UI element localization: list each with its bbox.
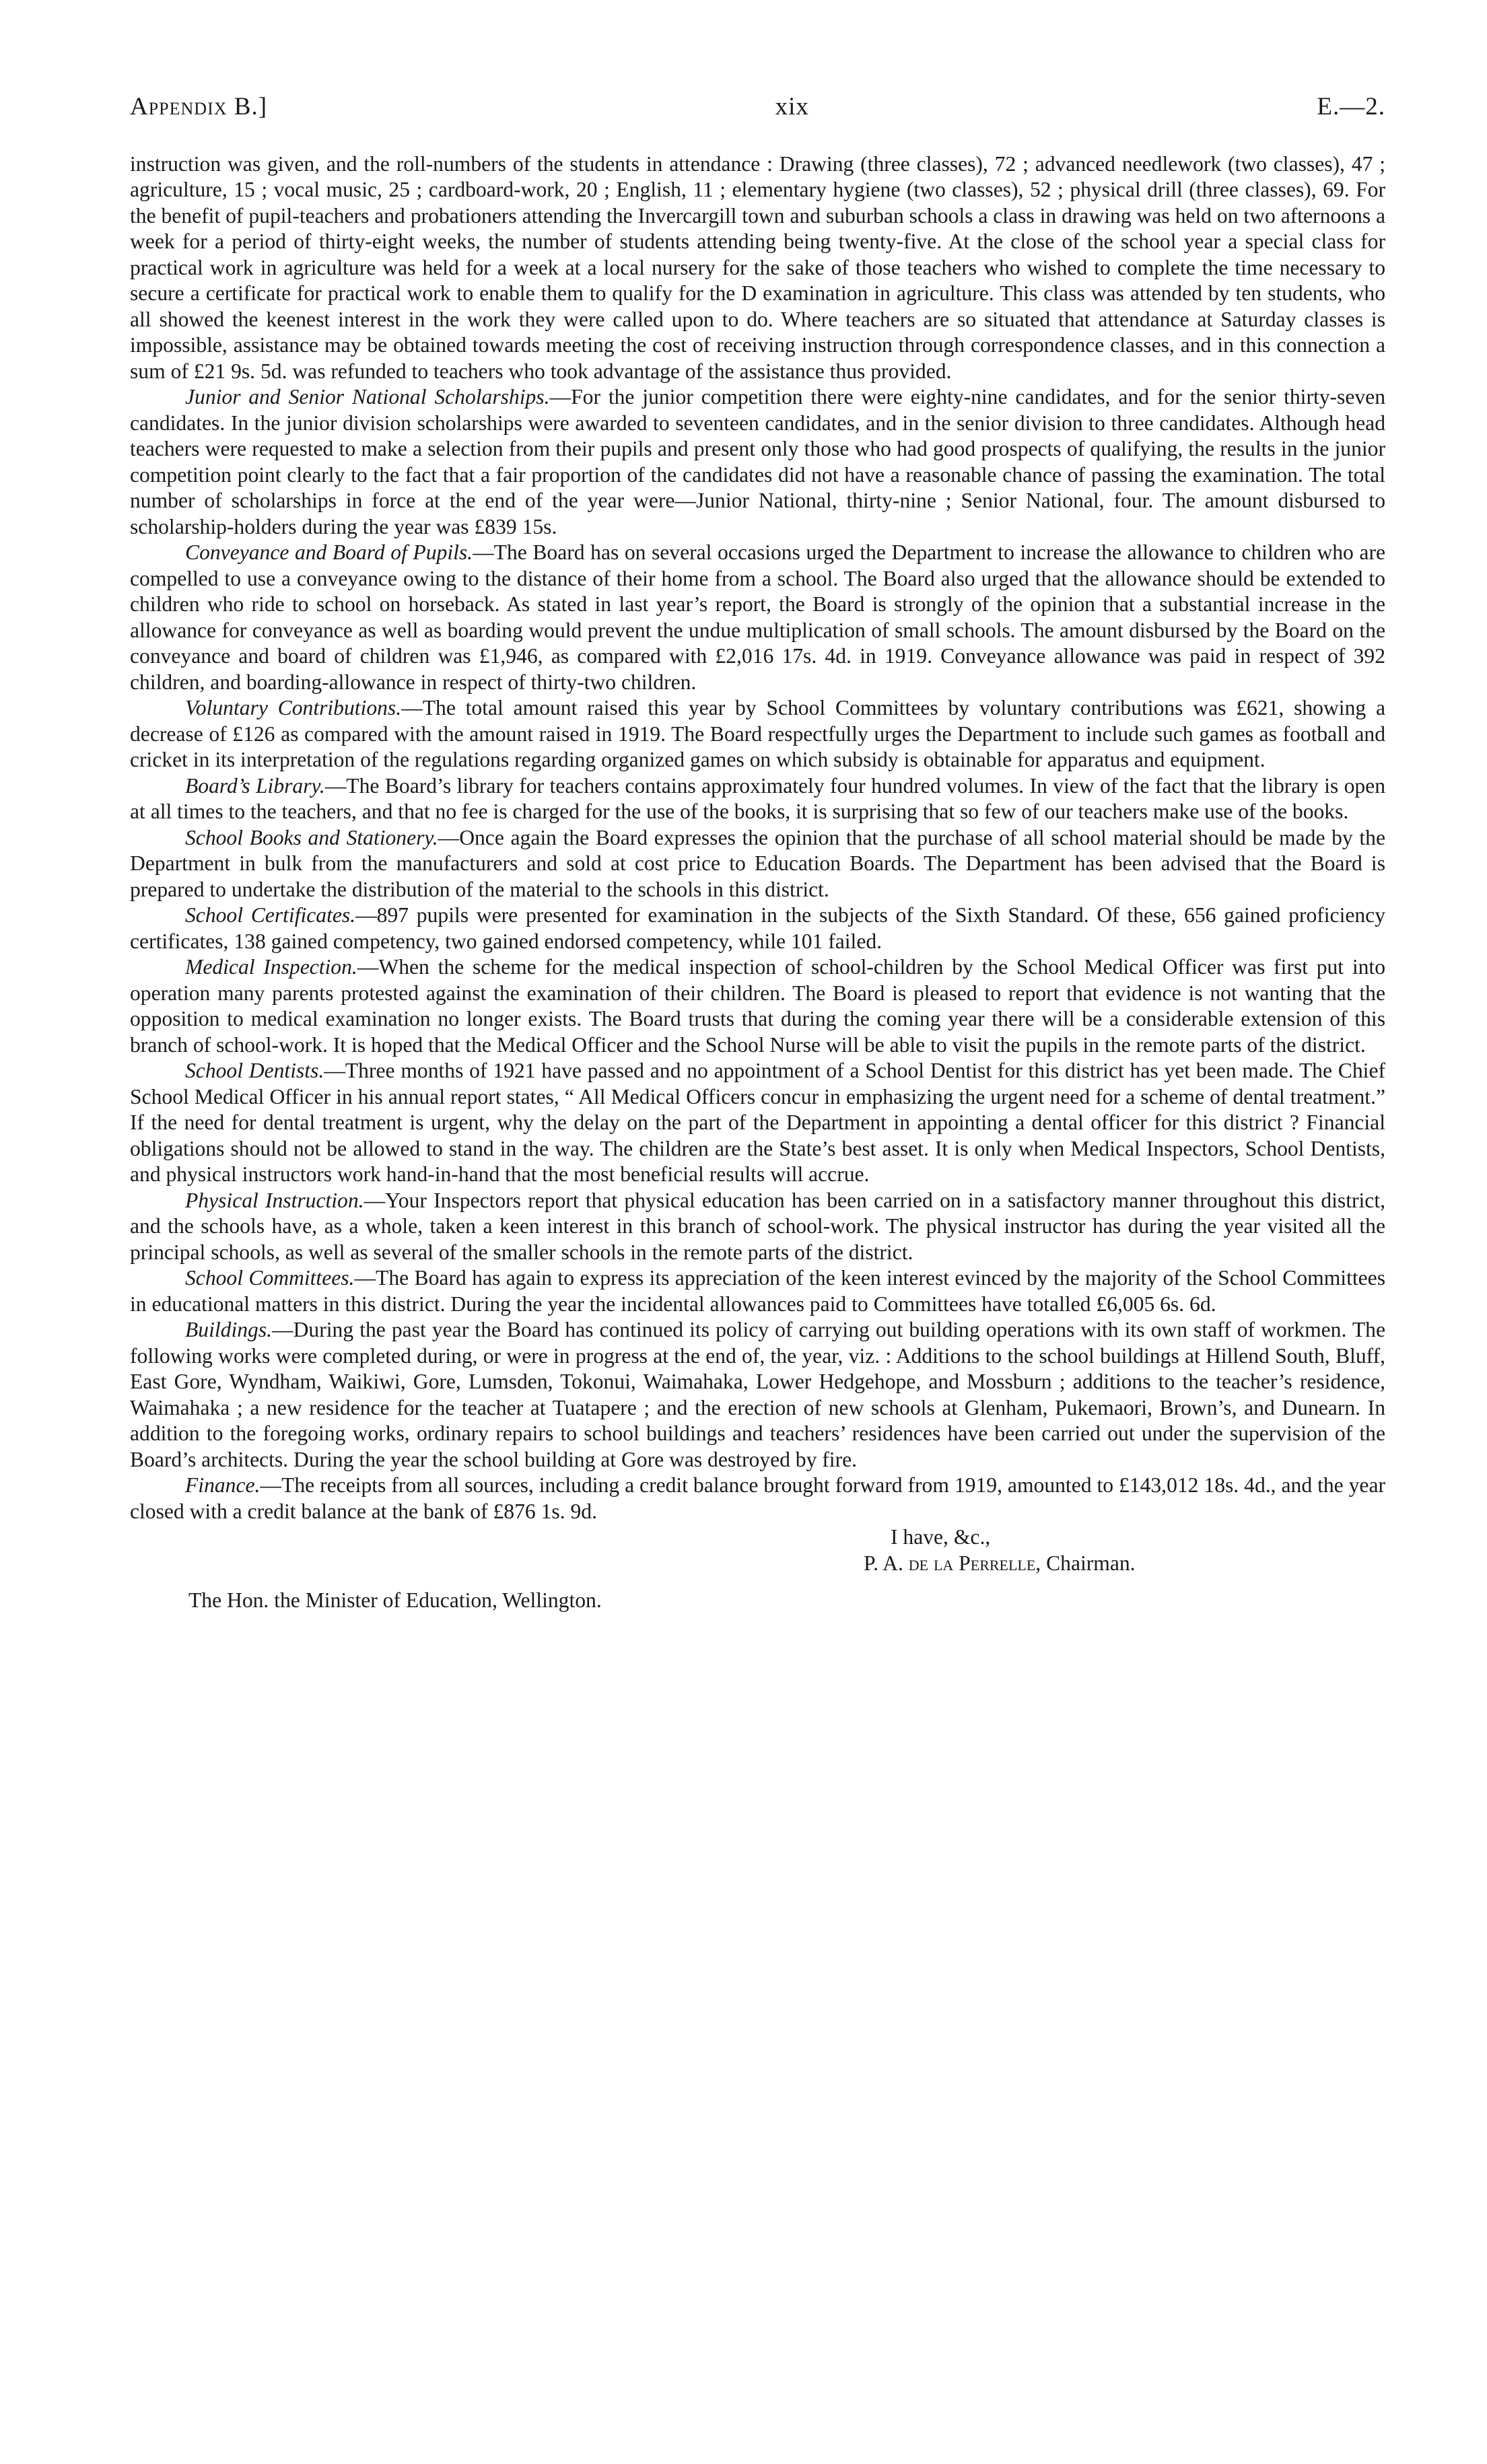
paragraph-heading: Medical Inspection. <box>185 955 357 979</box>
paragraph-text: —The Board’s library for teachers contains approximately four hundred volumes. In view of the fact that the library is open at all times to the teachers, and that no fee is charged for the use of the books, it is surprising that so few of our teachers make use of the books. <box>130 773 1385 823</box>
paragraph-text: —The Board has again to express its appreciation of the keen interest evinced by the majority of the School Committees in educational matters in this district. During the year the incidental allowances paid to Committees have totalled £6,005 6s. 6d. <box>130 1266 1385 1316</box>
paragraph-text: —Your Inspectors report that physical education has been carried on in a satisfactory manner throughout this district, and the schools have, as a whole, taken a keen interest in this branch of school-work. The physical instructor has during the year visited all the principal schools, as well as several of the smaller schools in the remote parts of the district. <box>130 1188 1385 1264</box>
paragraph-text: —During the past year the Board has continued its policy of carrying out building operations with its own staff of workmen. The following works were completed during, or were in progress at the end of, the year, viz. : Additions to the school buildings at Hillend South, Bluff, East Gore, Wyndham, Waikiwi, Gore, Lumsden, Tokonui, Waimahaka, Lower Hedgehope, and Mossburn ; additions to the teacher’s residence, Waimahaka ; a new residence for the teacher at Tuatapere ; and the erection of new schools at Glenham, Pukemaori, Brown’s, and Dunearn. In addition to the foregoing works, ordinary repairs to school buildings and teachers’ residences have been carried out under the supervision of the Board’s architects. During the year the school building at Gore was destroyed by fire. <box>130 1318 1385 1471</box>
paragraph-medical-inspection <box>130 954 1385 1058</box>
signatory-name: P. A. de la Perrelle <box>864 1551 1036 1575</box>
paragraph-text: —For the junior competition there were eighty-nine candidates, and for the senior thirty-seven candidates. In the junior division scholarships were awarded to seventeen candidates, and in the senior division to three candidates. Although head teachers were requested to make a selection from their pupils and present only those who had good prospects of qualifying, the results in the junior competition point clearly to the fact that a fair proportion of the candidates did not have a reasonable chance of passing the examination. The total number of scholarships in force at the end of the year were—Junior National, thirty-nine ; Senior National, four. The amount disbursed to scholarship-holders during the year was £839 15s. <box>130 385 1385 538</box>
paragraph-heading: Board’s Library. <box>185 773 325 798</box>
signature <box>864 1551 1136 1577</box>
paragraph-physical-instruction <box>130 1188 1385 1266</box>
paragraph-text: —When the scheme for the medical inspection of school-children by the School Medical Officer was first put into operation many parents protested against the examination of their children. The Board is pleased to report that evidence is not wanting that the opposition to medical examination no longer exists. The Board trusts that during the coming year there will be a considerable extension of this branch of school-work. It is hoped that the Medical Officer and the School Nurse will be able to visit the pupils in the remote parts of the district. <box>130 955 1385 1057</box>
paragraph-heading: Junior and Senior National Scholarships. <box>185 385 550 409</box>
running-header <box>130 94 1385 120</box>
paragraph-buildings <box>130 1317 1385 1473</box>
paragraph-text: —897 pupils were presented for examination in the subjects of the Sixth Standard. Of these, 656 gained proficiency certificates, 138 gained competency, two gained endorsed competency, while 101 failed. <box>130 903 1385 953</box>
letter-closing <box>130 1524 1385 1631</box>
paragraph-text: —The receipts from all sources, including a credit balance brought forward from 1919, amounted to £143,012 18s. 4d., and the year closed with a credit balance at the bank of £876 1s. 9d. <box>130 1473 1385 1523</box>
paragraph-heading: School Certificates. <box>185 903 356 927</box>
paragraph-heading: Buildings. <box>185 1318 273 1341</box>
paragraph-school-books <box>130 825 1385 903</box>
paragraph-school-certificates <box>130 903 1385 954</box>
paragraph-heading: School Books and Stationery. <box>185 825 438 849</box>
paragraph-school-committees <box>130 1265 1385 1317</box>
paragraph-heading: Conveyance and Board of Pupils. <box>185 540 473 564</box>
paragraph-text: instruction was given, and the roll-numbers of the students in attendance : Drawing (three classes), 72 ; advanced needlework (two classes), 47 ; agriculture, 15 ; vocal music, 25 ; cardboard-work, 20 ; English, 11 ; elementary hygiene (two classes), 52 ; physical drill (three classes), 69. For the benefit of pupil-teachers and probationers attending the Invercargill town and suburban schools a class in drawing was held on two afternoons a week for a period of thirty-eight weeks, the number of students attending being twenty-five. At the close of the school year a special class for practical work in agriculture was held for a week at a local nursery for the sake of those teachers who wished to complete the time necessary to secure a certificate for practical work to enable them to qualify for the D examination in agriculture. This class was attended by ten students, who all showed the keenest interest in the work they were called upon to do. Where teachers are so situated that attendance at Saturday classes is impossible, assistance may be obtained towards meeting the cost of receiving instruction through correspondence classes, and in this connection a sum of £21 9s. 5d. was refunded to teachers who took advantage of the assistance thus provided. <box>130 151 1385 383</box>
paragraph-text: —The Board has on several occasions urged the Department to increase the allowance to children who are compelled to use a conveyance owing to the distance of their home from a school. The Board also urged that the allowance should be extended to children who ride to school on horseback. As stated in last year’s report, the Board is strongly of the opinion that a substantial increase in the allowance for conveyance as well as boarding would prevent the undue multiplication of small schools. The amount disbursed by the Board on the conveyance and board of children was £1,946, as compared with £2,016 17s. 4d. in 1919. Conveyance allowance was paid in respect of 392 children, and boarding-allowance in respect of thirty-two children. <box>130 540 1385 694</box>
paragraph-scholarships <box>130 384 1385 540</box>
paragraph-text: —Once again the Board expresses the opinion that the purchase of all school material should be made by the Department in bulk from the manufacturers and sold at cost price to Education Boards. The Department has been advised that the Board is prepared to undertake the distribution of the material to the schools in this district. <box>130 825 1385 901</box>
salutation: I have, &c., <box>891 1525 991 1549</box>
paragraph-instruction-classes <box>130 151 1385 385</box>
paragraph-text: —Three months of 1921 have passed and no appointment of a School Dentist for this district has yet been made. The Chief School Medical Officer in his annual report states, “ All Medical Officers concur in emphasizing the urgent need for a scheme of dental treatment.” If the need for dental treatment is urgent, why the delay on the part of the Department in appointing a dental officer for this district ? Financial obligations should not be allowed to stand in the way. The children are the State’s best asset. It is only when Medical Inspectors, School Dentists, and physical instructors work hand-in-hand that the most beneficial results will accrue. <box>130 1059 1385 1186</box>
paragraph-text: —The total amount raised this year by School Committees by voluntary contributions was £621, showing a decrease of £126 as compared with the amount raised in 1919. The Board respectfully urges the Department to include such games as football and cricket in its interpretation of the regulations regarding organized games on which subsidy is obtainable for apparatus and equipment. <box>130 696 1385 771</box>
paragraph-heading: School Dentists. <box>185 1059 324 1082</box>
paragraph-heading: Physical Instruction. <box>185 1188 364 1212</box>
paragraph-voluntary-contributions <box>130 695 1385 773</box>
document-reference: E.—2. <box>1317 93 1385 120</box>
addressee: The Hon. the Minister of Education, Wellington. <box>188 1588 602 1612</box>
paragraph-heading: Finance. <box>185 1473 261 1497</box>
signatory-title: , Chairman. <box>1035 1551 1136 1575</box>
paragraph-boards-library <box>130 773 1385 825</box>
appendix-label: Appendix B.] <box>130 93 268 120</box>
paragraph-conveyance <box>130 540 1385 695</box>
paragraph-heading: School Committees. <box>185 1266 355 1290</box>
page-number: xix <box>775 93 809 120</box>
report-body <box>130 151 1385 1525</box>
paragraph-school-dentists <box>130 1058 1385 1188</box>
paragraph-heading: Voluntary Contributions. <box>185 696 402 719</box>
paragraph-finance <box>130 1473 1385 1524</box>
